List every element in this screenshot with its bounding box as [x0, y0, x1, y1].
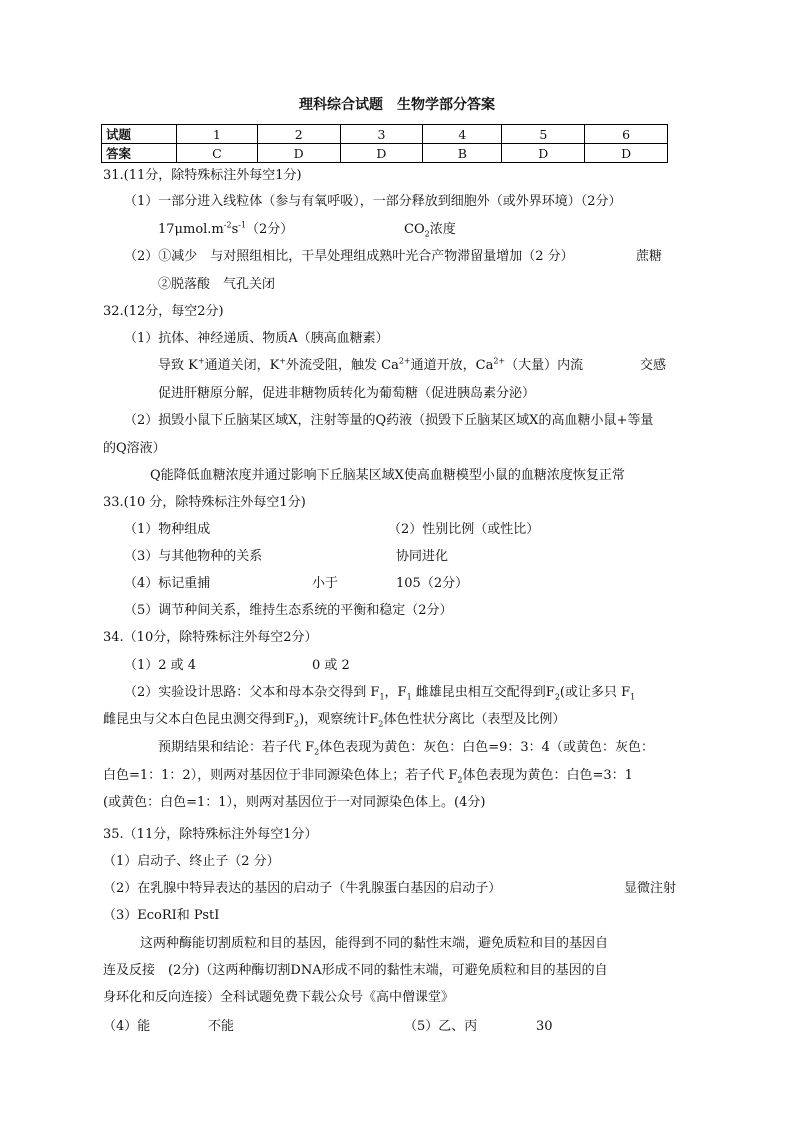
q33-row2-a: （3）与其他物种的关系: [124, 549, 263, 564]
page-title: 理科综合试题 生物学部分答案: [299, 97, 495, 113]
q32-part2: （2）损毁小鼠下丘脑某区域X，注射等量的Q药液（损毁下丘脑某区域X的高血糖小鼠+等量: [124, 413, 654, 428]
text: 浓度: [429, 222, 456, 237]
q32-part1-tail: 交感: [640, 358, 667, 373]
text: （大量）内流: [505, 358, 584, 373]
q33-row3-b: 小于: [312, 576, 339, 591]
row-label-answers: 答案: [102, 144, 177, 163]
text: (或让多只 F: [559, 685, 631, 700]
text: 通道关闭，K: [204, 358, 280, 373]
text: CO: [404, 222, 425, 237]
superscript: 2+: [493, 356, 506, 366]
q32-part1: （1）抗体、神经递质、物质A（胰高血糖素）: [124, 331, 389, 346]
text: 体色表现为黄色：白色=3：1: [462, 768, 633, 783]
row-label-questions: 试题: [102, 125, 177, 144]
superscript: -2: [223, 220, 232, 230]
q35-row3: （3）EcoRⅠ和 PstⅠ: [103, 908, 220, 923]
q33-row1-b: （2）性别比例（或性比）: [388, 522, 540, 537]
text: 体色性状分离比（表型及比例）: [383, 712, 566, 727]
table-cell: B: [423, 144, 502, 163]
q31-part2-b: ②脱落酸 气孔关闭: [158, 277, 276, 292]
q35-header: 35.（11分，除特殊标注外每空1分）: [103, 827, 318, 842]
table-cell: 3: [340, 125, 423, 144]
q33-header: 33.(10 分，除特殊标注外每空1分): [103, 495, 306, 510]
superscript: +: [197, 356, 205, 366]
table-cell: D: [340, 144, 423, 163]
q31-header: 31.(11分，除特殊标注外每空1分): [103, 168, 302, 183]
table-cell: 6: [585, 125, 668, 144]
text: 通道开放，Ca: [410, 358, 494, 373]
text: 白色=1：1：2），则两对基因位于非同源染色体上；若子代 F: [103, 768, 458, 783]
table-cell: 4: [423, 125, 502, 144]
q35-part4-c: 身环化和反向连接）全科试题免费下载公众号《高中僧课堂》: [103, 990, 455, 1005]
subscript: 2: [378, 719, 384, 729]
q35-part4-a: 这两种酶能切割质粒和目的基因，能得到不同的黏性末端，避免质粒和目的基因自: [140, 936, 609, 951]
q34-part2-a: [124, 684, 635, 702]
q31-part2: （2）①减少 与对照组相比，干旱处理组成熟叶光合产物滞留量增加（2 分）: [124, 249, 574, 264]
subscript: 2: [294, 719, 300, 729]
q32-header: 32.(12分，每空2分): [103, 304, 224, 319]
text: ，F: [384, 685, 407, 700]
table-cell: D: [585, 144, 668, 163]
text: 预期结果和结论：若子代 F: [158, 740, 315, 755]
text: 导致 K: [158, 358, 198, 373]
table-cell: D: [502, 144, 585, 163]
q35-row5-b: 不能: [208, 1019, 235, 1034]
text: （2）实验设计思路：父本和母本杂交得到 F: [124, 685, 380, 700]
q34-row1-b: 0 或 2: [312, 658, 350, 673]
subscript: 1: [379, 692, 385, 702]
q31-part1: （1）一部分进入线粒体（参与有氧呼吸），一部分释放到细胞外（或外界环境）（2分）: [124, 194, 622, 209]
superscript: 2+: [398, 356, 411, 366]
table-cell: 5: [502, 125, 585, 144]
q31-part1-value: [158, 221, 293, 239]
q34-part3-c: (或黄色：白色=1：1），则两对基因位于一对同源染色体上。(4分): [103, 795, 486, 810]
q33-row1-a: （1）物种组成: [124, 522, 211, 537]
q34-row1-a: （1）2 或 4: [124, 658, 197, 673]
q31-part2-tail: 蔗糖: [636, 249, 663, 264]
q35-row5-c: （5）乙、丙: [404, 1019, 478, 1034]
table-cell: 2: [257, 125, 340, 144]
q33-row3-c: 105（2分）: [396, 576, 469, 591]
q33-row3-a: （4）标记重捕: [124, 576, 211, 591]
q35-row5-a: （4）能: [103, 1019, 151, 1034]
table-row: [102, 125, 668, 144]
q34-header: 34.（10分，除特殊标注外每空2分）: [103, 630, 318, 645]
table-row: [102, 144, 668, 163]
q33-row2-b: 协同进化: [396, 549, 449, 564]
subscript: 2: [314, 747, 320, 757]
text: 雌雄昆虫相互交配得到F: [411, 685, 555, 700]
superscript: +: [279, 356, 286, 366]
q35-row5-d: 30: [536, 1019, 553, 1034]
text: )，观察统计F: [299, 712, 379, 727]
subscript: 1: [406, 692, 412, 702]
q34-part3-a: [158, 739, 654, 757]
subscript: 2: [424, 229, 430, 239]
q32-part2-b: 的Q溶液）: [103, 441, 166, 456]
text: 体色表现为黄色：灰色：白色=9：3：4（或黄色：灰色：: [319, 740, 654, 755]
superscript: -1: [238, 220, 247, 230]
text: s: [231, 222, 239, 237]
answer-table: [101, 124, 668, 163]
q33-row4: （5）调节种间关系，维持生态系统的平衡和稳定（2分）: [124, 603, 453, 618]
q35-row1: （1）启动子、终止子（2 分）: [103, 854, 280, 869]
q34-part3-b: [103, 767, 633, 785]
q32-part2-c: Q能降低血糖浓度并通过影响下丘脑某区域X使高血糖模型小鼠的血糖浓度恢复正常: [150, 468, 625, 483]
table-cell: D: [257, 144, 340, 163]
q35-part4-b: 连及反接 (2分)（这两种酶切割DNA形成不同的黏性末端，可避免质粒和目的基因的自: [103, 963, 608, 978]
q34-part2-b: [103, 711, 565, 729]
q31-part1-factor: [404, 221, 456, 239]
q35-row2-a: （2）在乳腺中特异表达的基因的启动子（牛乳腺蛋白基因的启动子）: [103, 881, 502, 896]
table-cell: C: [177, 144, 258, 163]
table-cell: 1: [177, 125, 258, 144]
text: 外流受阻，触发 Ca: [285, 358, 399, 373]
q32-part1-c: 促进肝糖原分解，促进非糖物质转化为葡萄糖（促进胰岛素分泌）: [158, 386, 536, 401]
text: 17μmol.m: [158, 222, 224, 237]
text: （2分）: [246, 222, 294, 237]
subscript: 2: [457, 775, 463, 785]
subscript: 1: [630, 692, 636, 702]
q35-row2-b: 显微注射: [624, 881, 677, 896]
q32-part1-b: [158, 357, 583, 375]
subscript: 2: [554, 692, 560, 702]
text: 雌昆虫与父本白色昆虫测交得到F: [103, 712, 295, 727]
